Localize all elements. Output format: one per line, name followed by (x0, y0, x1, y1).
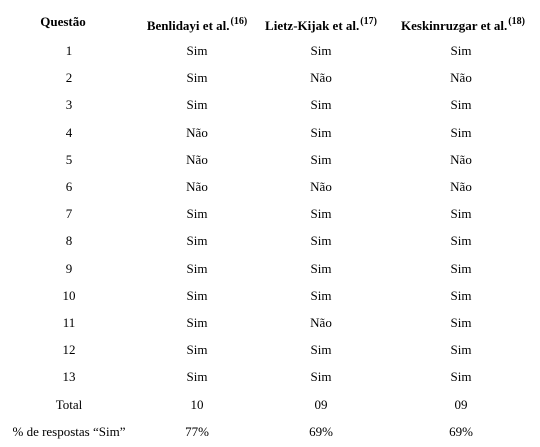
question-cell: 6 (65, 179, 73, 194)
table-row (0, 313, 540, 333)
header-study-benlidayi-ref: (16) (230, 16, 248, 27)
table-row (0, 204, 540, 224)
benlidayi-cell: Sim (186, 342, 208, 358)
table-header-row (0, 12, 540, 32)
keskinruzgar-cell: Não (450, 151, 472, 167)
benlidayi-cell: Sim (186, 43, 208, 58)
lietz-kijak-cell: Sim (310, 43, 332, 58)
lietz-kijak-cell: Sim (310, 206, 332, 222)
question-cell: 1 (65, 43, 73, 58)
lietz-kijak-cell: Não (310, 179, 332, 194)
benlidayi-cell: Sim (186, 315, 208, 330)
keskinruzgar-cell: Não (450, 179, 472, 194)
table-row (0, 41, 540, 61)
benlidayi-cell: Não (186, 151, 208, 167)
question-cell: % de respostas “Sim” (12, 423, 126, 439)
header-study-lietz-kijak-label: Lietz-Kijak et al. (265, 18, 360, 33)
question-cell: Total (55, 396, 83, 412)
keskinruzgar-cell: Sim (450, 369, 472, 385)
lietz-kijak-cell: Não (310, 70, 332, 86)
keskinruzgar-cell: 09 (454, 396, 468, 412)
question-cell: 11 (62, 315, 76, 330)
table-row (0, 367, 540, 387)
lietz-kijak-cell: Sim (310, 287, 332, 303)
lietz-kijak-cell: Sim (310, 260, 332, 276)
benlidayi-cell: Sim (186, 97, 208, 113)
question-cell: 12 (62, 342, 76, 358)
table-row (0, 68, 540, 88)
question-cell: 2 (65, 70, 73, 86)
table-row (0, 123, 540, 143)
benlidayi-cell: 10 (190, 396, 204, 412)
benlidayi-cell: Sim (186, 206, 208, 222)
question-cell: 8 (65, 233, 73, 249)
header-study-keskinruzgar (388, 16, 538, 38)
header-question (0, 12, 126, 32)
question-cell: 10 (62, 287, 76, 303)
lietz-kijak-cell: Sim (310, 97, 332, 113)
benlidayi-cell: Sim (186, 287, 208, 303)
header-question-label: Questão (40, 14, 86, 29)
lietz-kijak-cell: Sim (310, 151, 332, 167)
header-study-benlidayi (132, 16, 262, 38)
benlidayi-cell: Não (186, 179, 208, 194)
table-row (0, 259, 540, 279)
benlidayi-cell: Sim (186, 260, 208, 276)
table-row (0, 286, 540, 306)
keskinruzgar-cell: Sim (450, 124, 472, 140)
benlidayi-cell: 77% (185, 423, 209, 439)
table-row (0, 231, 540, 251)
lietz-kijak-cell: Sim (310, 342, 332, 358)
keskinruzgar-cell: Sim (450, 233, 472, 249)
lietz-kijak-cell: 69% (309, 423, 333, 439)
keskinruzgar-cell: Sim (450, 206, 472, 222)
keskinruzgar-cell: 69% (449, 423, 473, 439)
header-study-benlidayi-label: Benlidayi et al. (146, 18, 230, 33)
benlidayi-cell: Sim (186, 70, 208, 86)
question-cell: 3 (65, 97, 73, 113)
keskinruzgar-cell: Sim (450, 43, 472, 58)
header-study-keskinruzgar-ref: (18) (508, 16, 525, 27)
table-row (0, 95, 540, 115)
header-study-lietz-kijak (252, 16, 390, 38)
question-cell: 5 (65, 151, 73, 167)
benlidayi-cell: Sim (186, 369, 208, 385)
header-study-keskinruzgar-label: Keskinruzgar et al. (401, 18, 508, 33)
keskinruzgar-cell: Não (450, 70, 472, 86)
benlidayi-cell: Não (186, 124, 208, 140)
lietz-kijak-cell: 09 (314, 396, 328, 412)
question-cell: 4 (65, 124, 73, 140)
keskinruzgar-cell: Sim (450, 260, 472, 276)
keskinruzgar-cell: Sim (450, 287, 472, 303)
table-row (0, 150, 540, 170)
lietz-kijak-cell: Sim (310, 369, 332, 385)
question-cell: 13 (62, 369, 76, 385)
benlidayi-cell: Sim (186, 233, 208, 249)
keskinruzgar-cell: Sim (450, 342, 472, 358)
lietz-kijak-cell: Não (310, 315, 332, 330)
question-cell: 9 (65, 260, 73, 276)
keskinruzgar-cell: Sim (450, 97, 472, 113)
keskinruzgar-cell: Sim (450, 315, 472, 330)
table-row (0, 422, 540, 442)
table-row (0, 177, 540, 197)
question-cell: 7 (65, 206, 73, 222)
header-study-lietz-kijak-ref: (17) (360, 16, 377, 27)
table-row (0, 395, 540, 415)
lietz-kijak-cell: Sim (310, 233, 332, 249)
lietz-kijak-cell: Sim (310, 124, 332, 140)
table-row (0, 340, 540, 360)
